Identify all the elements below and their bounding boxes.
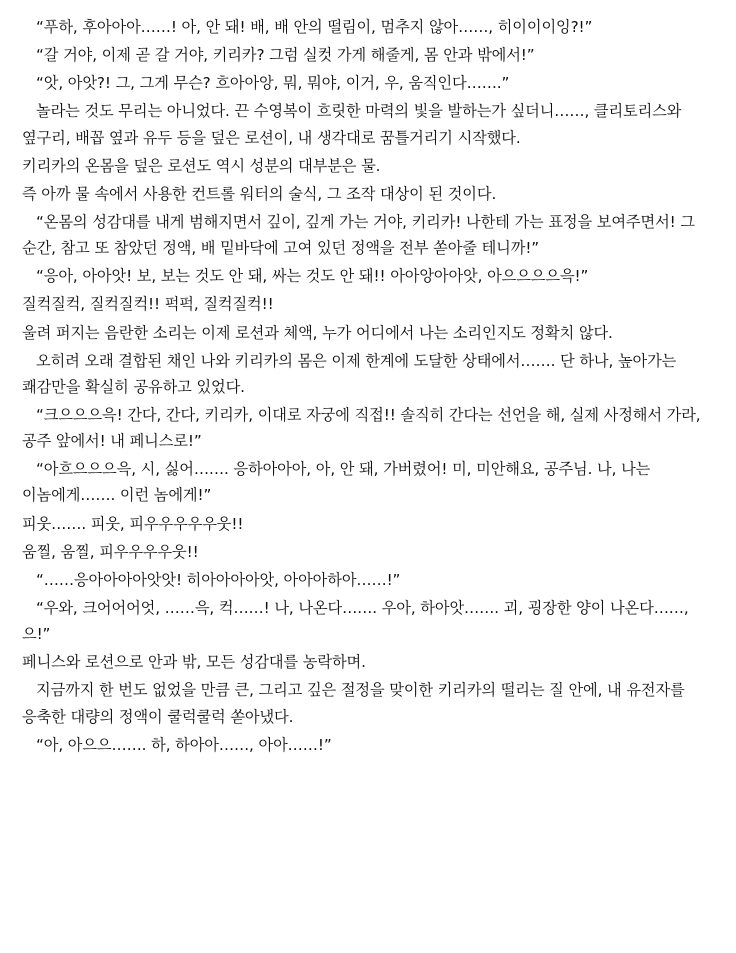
paragraph: 울려 퍼지는 음란한 소리는 이제 로션과 체액, 누가 어디에서 나는 소리인지도 정확치 않다. xyxy=(22,323,613,342)
paragraph: 피웃……. 피웃, 피우우우우우웃!! xyxy=(22,514,244,533)
paragraph: “응아, 아아앗! 보, 보는 것도 안 돼, 싸는 것도 안 돼!! 아아앙아아앗, 아으으으으윽!” xyxy=(36,267,589,286)
paragraph: 움찔, 움찔, 피우우우우웃!! xyxy=(22,542,199,561)
paragraph: “갈 거야, 이제 곧 갈 거야, 키리카? 그럼 실컷 가게 해줄게, 몸 안과 밖에서!” xyxy=(36,46,535,65)
paragraph: 놀라는 것도 무리는 아니었다. 끈 수영복이 흐릿한 마력의 빛을 발하는가 싶더니……, 클리토리스와 옆구리, 배꼽 옆과 유두 등을 덮은 로션이, 내 생각대로 꿈틀거리기 시작했다. xyxy=(22,102,687,147)
paragraph: 오히려 오래 결합된 채인 나와 키리카의 몸은 이제 한계에 도달한 상태에서……. 단 하나, 높아가는 쾌감만을 확실히 공유하고 있었다. xyxy=(22,351,681,396)
document-body xyxy=(22,14,714,758)
paragraph: “아흐으으으윽, 시, 싫어……. 응하아아아, 아, 안 돼, 가버렸어! 미, 미안해요, 공주님. 나, 나는 이놈에게……. 이런 놈에게!” xyxy=(22,460,655,505)
paragraph: 지금까지 한 번도 없었을 만큼 큰, 그리고 깊은 절정을 맞이한 키리카의 떨리는 질 안에, 내 유전자를 응축한 대량의 정액이 쿨럭쿨럭 쏟아냈다. xyxy=(22,681,690,726)
paragraph: “크으으으윽! 간다, 간다, 키리카, 이대로 자궁에 직접!! 솔직히 간다는 선언을 해, 실제 사정해서 가라, 공주 앞에서! 내 페니스로!” xyxy=(22,405,706,451)
paragraph: “온몸의 성감대를 내게 범해지면서 깊이, 깊게 가는 거야, 키리카! 나한테 가는 표정을 보여주면서! 그 순간, 참고 또 참았던 정액, 배 밑바닥에 고여 있던 정액을 전부 쏟아줄 테니까!” xyxy=(22,212,700,258)
paragraph: 키리카의 온몸을 덮은 로션도 역시 성분의 대부분은 물. xyxy=(22,156,381,175)
paragraph: 페니스와 로션으로 안과 밖, 모든 성감대를 농락하며. xyxy=(22,653,366,672)
paragraph: 즉 아까 물 속에서 사용한 컨트롤 워터의 술식, 그 조작 대상이 된 것이다. xyxy=(22,184,497,203)
paragraph: “푸하, 후아아아……! 아, 안 돼! 배, 배 안의 떨림이, 멈추지 않아……, 히이이이잉?!” xyxy=(36,18,593,36)
paragraph: “앗, 아앗?! 그, 그게 무슨? 흐아아앙, 뭐, 뭐야, 이거, 우, 움직인다…….” xyxy=(36,74,510,93)
paragraph: “우와, 크어어어엇, ……윽, 컥……! 나, 나온다……. 우아, 하아앗……. 괴, 굉장한 양이 나온다……, 으!” xyxy=(22,598,694,644)
paragraph: 질컥질컥, 질컥질컥!! 퍽퍽, 질컥질컥!! xyxy=(22,295,274,314)
paragraph: “아, 아으으……. 하, 하아아……, 아아……!” xyxy=(36,735,332,754)
paragraph: “……응아아아아앗앗! 히아아아아앗, 아아아하아……!” xyxy=(36,570,401,589)
